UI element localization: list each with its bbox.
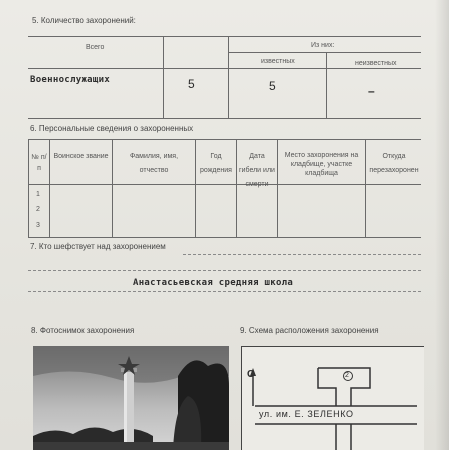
col-header-origin: Откуда перезахоронен <box>369 153 419 174</box>
table6-bottom-line <box>28 237 421 238</box>
col-header-burial-place: Место захоронения на кладбище, участке кладбища <box>284 152 359 177</box>
table6-col-divider-5 <box>277 139 278 237</box>
row-number: 2 <box>36 206 40 213</box>
header-including: Из них: <box>311 42 335 49</box>
table5-col-divider-2 <box>228 36 229 118</box>
photo-image <box>33 346 229 450</box>
table5-subheader-line <box>228 52 421 53</box>
table5-bottom-line <box>28 118 421 119</box>
patron-line-1 <box>183 254 421 255</box>
table5-top-line <box>28 36 421 37</box>
page-edge-shadow <box>435 0 449 450</box>
table6-col-divider-2 <box>112 139 113 237</box>
table5-col-divider-1 <box>163 36 164 118</box>
burial-location-scheme <box>241 346 424 450</box>
burial-marker-label: 2 <box>345 372 349 379</box>
patron-value: Анастасьевская средняя школа <box>133 278 294 288</box>
section6-title: 6. Персональные сведения о захороненных <box>30 124 194 133</box>
section7-title: 7. Кто шефствует над захоронением <box>30 242 166 251</box>
header-unknown: неизвестных <box>355 60 397 67</box>
street-label: ул. им. Е. ЗЕЛЕНКО <box>259 409 354 419</box>
total-count: 5 <box>188 77 195 91</box>
unknown-count: – <box>368 84 375 98</box>
section5-title: 5. Количество захоронений: <box>32 16 136 25</box>
row-number: 3 <box>36 222 40 229</box>
north-label: С <box>247 369 255 380</box>
col-header-rank: Воинское звание <box>53 153 109 160</box>
table6-col-divider-6 <box>365 139 366 237</box>
col-header-death-date: Дата гибели или смерти <box>239 153 275 188</box>
known-count: 5 <box>269 79 276 93</box>
row-label-servicemen: Военнослужащих <box>30 75 111 85</box>
col-header-number: № п/п <box>31 154 47 172</box>
header-known: известных <box>261 58 295 65</box>
header-total: Всего <box>86 44 105 51</box>
row-number: 1 <box>36 191 40 198</box>
burial-photograph <box>33 346 229 450</box>
table6-col-divider-4 <box>236 139 237 237</box>
block-left-edge <box>318 368 336 406</box>
section8-title: 8. Фотоснимок захоронения <box>31 326 135 335</box>
table6-col-divider-3 <box>195 139 196 237</box>
col-header-name: Фамилия, имя, отчество <box>129 153 179 174</box>
scheme-drawing <box>241 346 424 450</box>
col-header-birth-year: Год рождения <box>200 153 232 174</box>
table5-col-divider-3 <box>326 52 327 118</box>
patron-line-3 <box>28 291 421 292</box>
table6-header-bottom-line <box>28 184 421 185</box>
table5-header-bottom-line <box>28 68 421 69</box>
table6-top-line <box>28 139 421 140</box>
patron-line-2 <box>28 270 421 271</box>
table6-col-divider-1 <box>49 139 50 237</box>
table6-left-border <box>28 139 29 237</box>
section9-title: 9. Схема расположения захоронения <box>240 326 379 335</box>
